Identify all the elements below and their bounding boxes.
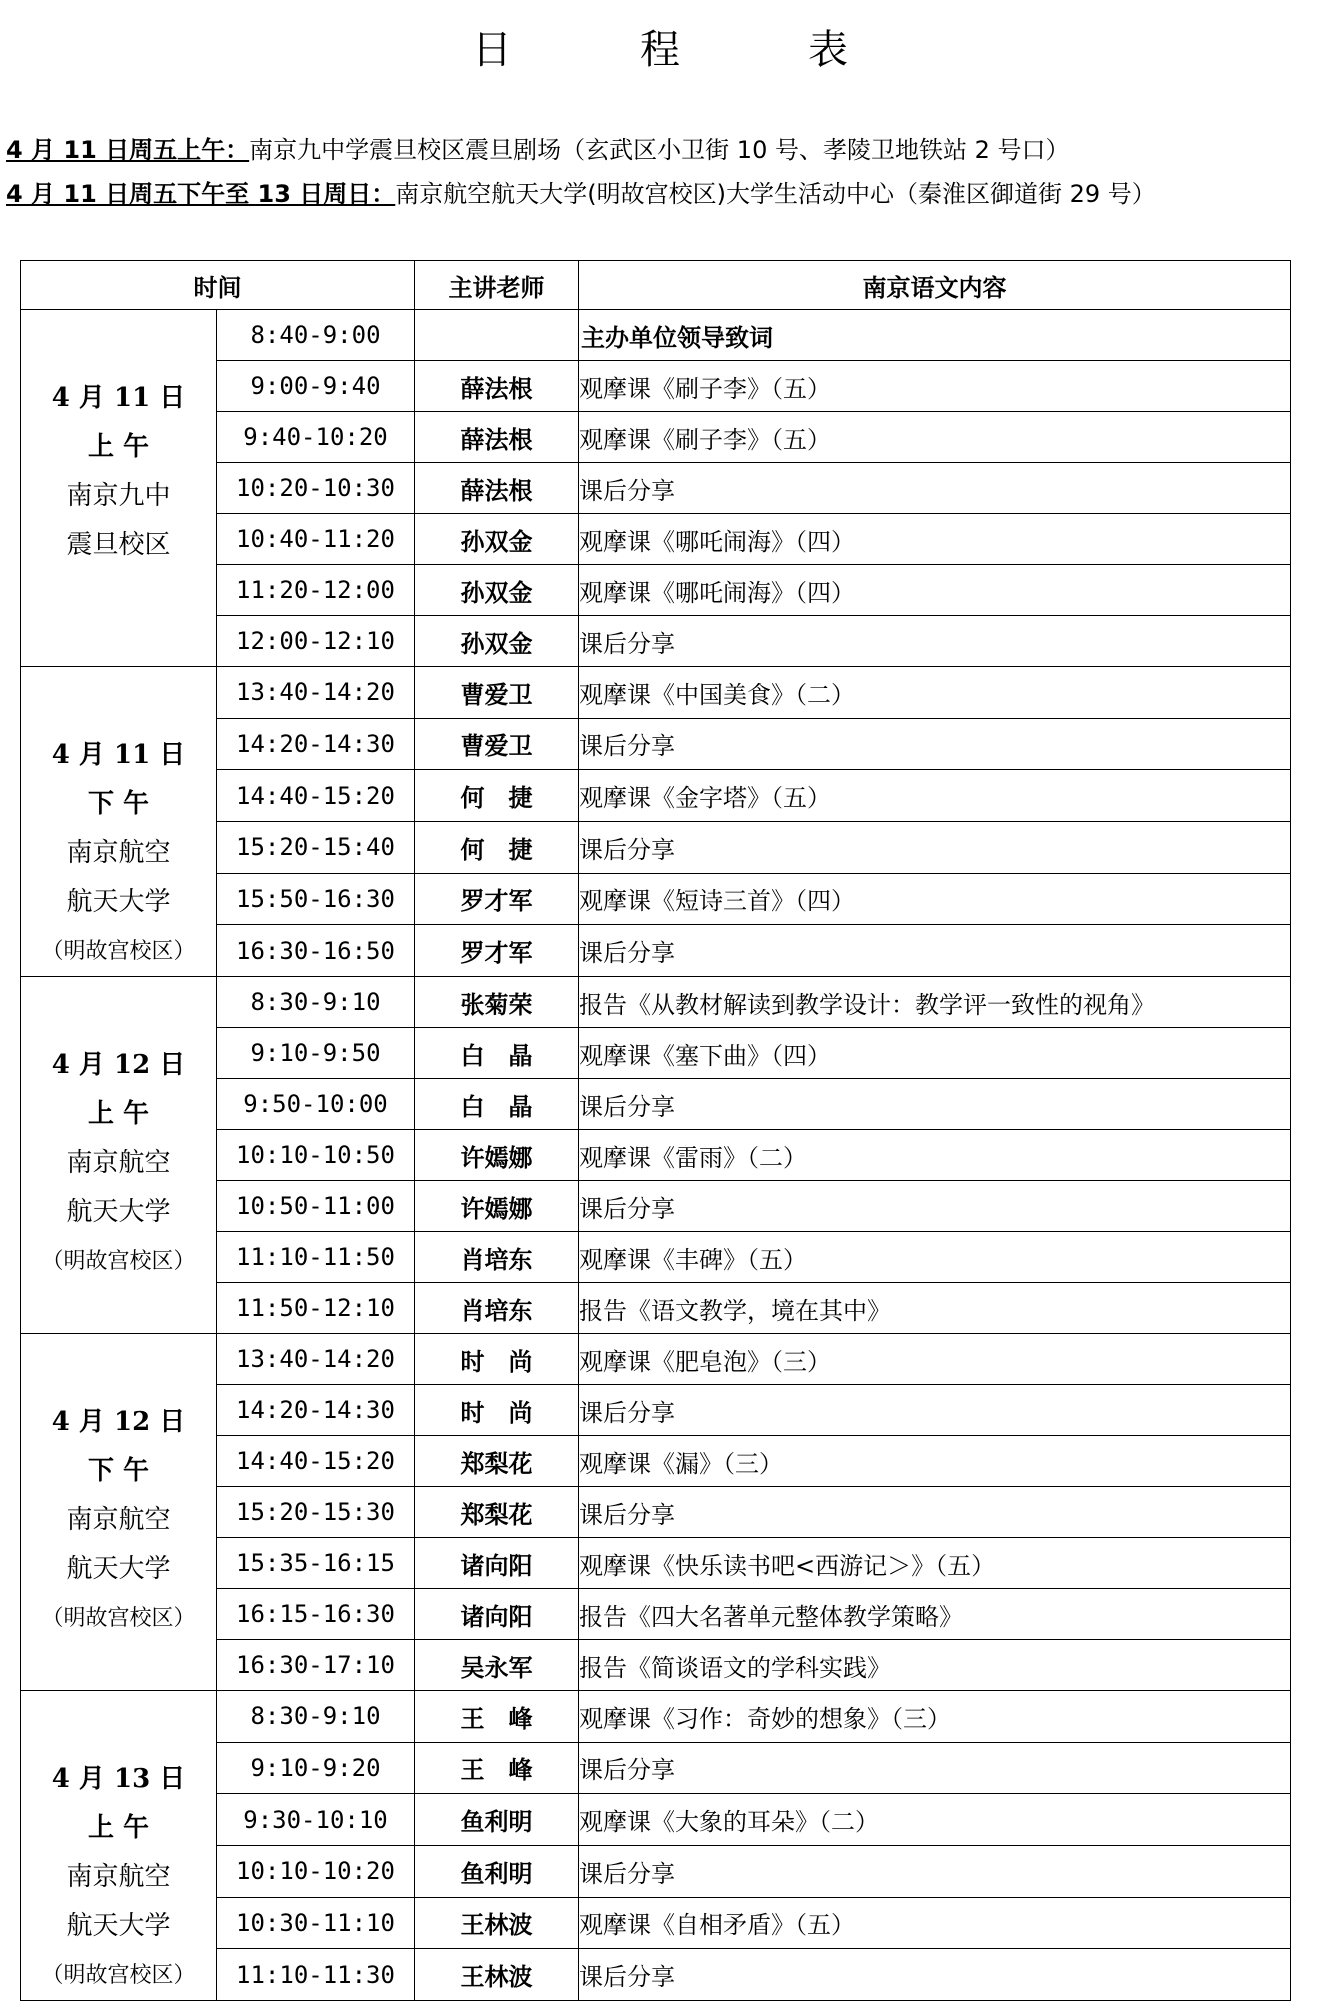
time-cell: 11:10-11:50: [217, 1232, 415, 1283]
table-row: [21, 977, 1291, 1028]
teacher-cell: 白 晶: [415, 1028, 579, 1079]
teacher-cell: 曹爱卫: [415, 667, 579, 719]
teacher-cell: 何 捷: [415, 770, 579, 822]
content-cell: 报告《简谈语文的学科实践》: [579, 1640, 1291, 1691]
teacher-cell: 薛法根: [415, 463, 579, 514]
session-cell: [21, 310, 217, 667]
teacher-cell: 王林波: [415, 1897, 579, 1949]
teacher-cell: 鱼利明: [415, 1794, 579, 1846]
time-cell: 15:50-16:30: [217, 873, 415, 925]
time-cell: 10:40-11:20: [217, 514, 415, 565]
content-cell: 观摩课《漏》（三）: [579, 1436, 1291, 1487]
content-cell: 课后分享: [579, 1487, 1291, 1538]
content-cell: 课后分享: [579, 463, 1291, 514]
teacher-cell: 白 晶: [415, 1079, 579, 1130]
teacher-cell: 罗才军: [415, 925, 579, 977]
session-place: 南京航空: [66, 1862, 171, 1892]
time-cell: 9:40-10:20: [217, 412, 415, 463]
content-cell: 观摩课《短诗三首》（四）: [579, 873, 1291, 925]
content-cell: 主办单位领导致词: [579, 310, 1291, 361]
content-cell: 观摩课《自相矛盾》（五）: [579, 1897, 1291, 1949]
content-cell: 课后分享: [579, 718, 1291, 770]
teacher-cell: 郑梨花: [415, 1487, 579, 1538]
session-place: 航天大学: [66, 887, 171, 917]
time-cell: 10:20-10:30: [217, 463, 415, 514]
teacher-cell: 薛法根: [415, 412, 579, 463]
table-row: [21, 1334, 1291, 1385]
content-cell: 观摩课《丰碑》（五）: [579, 1232, 1291, 1283]
time-cell: 9:00-9:40: [217, 361, 415, 412]
venue-text-2: 南京航空航天大学(明故宫校区)大学生活动中心（秦淮区御道街 29 号）: [395, 180, 1156, 208]
session-half: 下 午: [87, 789, 150, 819]
teacher-cell: 郑梨花: [415, 1436, 579, 1487]
time-cell: 11:20-12:00: [217, 565, 415, 616]
teacher-cell: 时 尚: [415, 1385, 579, 1436]
time-cell: 11:50-12:10: [217, 1283, 415, 1334]
time-cell: 16:30-17:10: [217, 1640, 415, 1691]
content-cell: 课后分享: [579, 1079, 1291, 1130]
time-cell: 14:40-15:20: [217, 1436, 415, 1487]
content-cell: 报告《语文教学，境在其中》: [579, 1283, 1291, 1334]
session-place: 震旦校区: [66, 530, 171, 560]
teacher-cell: 何 捷: [415, 821, 579, 873]
session-cell: [21, 1334, 217, 1691]
content-cell: 观摩课《雷雨》（二）: [579, 1130, 1291, 1181]
session-place: 南京航空: [66, 838, 171, 868]
teacher-cell: 许嫣娜: [415, 1130, 579, 1181]
time-cell: 16:30-16:50: [217, 925, 415, 977]
time-cell: 12:00-12:10: [217, 616, 415, 667]
teacher-cell: 薛法根: [415, 361, 579, 412]
session-half: 上 午: [87, 1099, 150, 1129]
content-cell: 观摩课《塞下曲》（四）: [579, 1028, 1291, 1079]
content-cell: 报告《从教材解读到教学设计：教学评一致性的视角》: [579, 977, 1291, 1028]
teacher-cell: 诸向阳: [415, 1538, 579, 1589]
content-cell: 观摩课《大象的耳朵》（二）: [579, 1794, 1291, 1846]
teacher-cell: 王 峰: [415, 1742, 579, 1794]
table-row: [21, 310, 1291, 361]
time-cell: 14:20-14:30: [217, 718, 415, 770]
time-cell: 9:30-10:10: [217, 1794, 415, 1846]
session-date: 4 月 11 日: [51, 383, 186, 413]
teacher-cell: 王林波: [415, 1949, 579, 2001]
time-cell: 11:10-11:30: [217, 1949, 415, 2001]
content-cell: 报告《四大名著单元整体教学策略》: [579, 1589, 1291, 1640]
content-cell: 课后分享: [579, 1949, 1291, 2001]
header-teacher: 主讲老师: [415, 261, 579, 310]
session-campus: （明故宫校区）: [41, 1606, 196, 1631]
content-cell: 观摩课《中国美食》（二）: [579, 667, 1291, 719]
time-cell: 8:30-9:10: [217, 977, 415, 1028]
content-cell: 观摩课《肥皂泡》（三）: [579, 1334, 1291, 1385]
session-half: 上 午: [87, 1813, 150, 1843]
time-cell: 8:40-9:00: [217, 310, 415, 361]
content-cell: 课后分享: [579, 1845, 1291, 1897]
session-cell: [21, 1691, 217, 2001]
session-campus: （明故宫校区）: [41, 1963, 196, 1988]
venue-line-1: [6, 130, 1070, 165]
time-cell: 10:50-11:00: [217, 1181, 415, 1232]
time-cell: 13:40-14:20: [217, 1334, 415, 1385]
time-cell: 15:35-16:15: [217, 1538, 415, 1589]
session-date: 4 月 12 日: [51, 1407, 186, 1437]
time-cell: 14:20-14:30: [217, 1385, 415, 1436]
teacher-cell: 孙双金: [415, 565, 579, 616]
teacher-cell: 孙双金: [415, 616, 579, 667]
time-cell: 10:10-10:20: [217, 1845, 415, 1897]
table-header-row: [21, 261, 1291, 310]
session-place: 南京九中: [66, 481, 171, 511]
table-row: [21, 1691, 1291, 1743]
teacher-cell: 吴永军: [415, 1640, 579, 1691]
session-cell: [21, 977, 217, 1334]
teacher-cell: 肖培东: [415, 1232, 579, 1283]
teacher-cell: 王 峰: [415, 1691, 579, 1743]
session-cell: [21, 667, 217, 977]
time-cell: 9:10-9:20: [217, 1742, 415, 1794]
session-place: 航天大学: [66, 1554, 171, 1584]
content-cell: 课后分享: [579, 1385, 1291, 1436]
time-cell: 15:20-15:30: [217, 1487, 415, 1538]
teacher-cell: 曹爱卫: [415, 718, 579, 770]
time-cell: 9:10-9:50: [217, 1028, 415, 1079]
time-cell: 14:40-15:20: [217, 770, 415, 822]
session-place: 南京航空: [66, 1505, 171, 1535]
time-cell: 8:30-9:10: [217, 1691, 415, 1743]
schedule-table: [20, 260, 1291, 2001]
time-cell: 13:40-14:20: [217, 667, 415, 719]
content-cell: 观摩课《哪吒闹海》（四）: [579, 565, 1291, 616]
session-half: 上 午: [87, 432, 150, 462]
session-place: 航天大学: [66, 1197, 171, 1227]
venue-label-2: 4 月 11 日周五下午至 13 日周日：: [6, 180, 396, 208]
teacher-cell: 时 尚: [415, 1334, 579, 1385]
session-campus: （明故宫校区）: [41, 1249, 196, 1274]
teacher-cell: [415, 310, 579, 361]
content-cell: 观摩课《刷子李》（五）: [579, 361, 1291, 412]
venue-line-2: [6, 174, 1156, 209]
teacher-cell: 罗才军: [415, 873, 579, 925]
teacher-cell: 孙双金: [415, 514, 579, 565]
teacher-cell: 诸向阳: [415, 1589, 579, 1640]
content-cell: 观摩课《快乐读书吧<西游记＞》（五）: [579, 1538, 1291, 1589]
session-date: 4 月 12 日: [51, 1050, 186, 1080]
header-content: 南京语文内容: [579, 261, 1291, 310]
teacher-cell: 许嫣娜: [415, 1181, 579, 1232]
teacher-cell: 鱼利明: [415, 1845, 579, 1897]
session-half: 下 午: [87, 1456, 150, 1486]
time-cell: 10:10-10:50: [217, 1130, 415, 1181]
content-cell: 课后分享: [579, 1181, 1291, 1232]
teacher-cell: 张菊荣: [415, 977, 579, 1028]
content-cell: 观摩课《金字塔》（五）: [579, 770, 1291, 822]
content-cell: 课后分享: [579, 1742, 1291, 1794]
teacher-cell: 肖培东: [415, 1283, 579, 1334]
venue-label-1: 4 月 11 日周五上午：: [6, 136, 250, 164]
time-cell: 15:20-15:40: [217, 821, 415, 873]
time-cell: 16:15-16:30: [217, 1589, 415, 1640]
content-cell: 观摩课《刷子李》（五）: [579, 412, 1291, 463]
table-row: [21, 667, 1291, 719]
session-place: 南京航空: [66, 1148, 171, 1178]
page-title: 日 程 表: [472, 27, 892, 73]
time-cell: 9:50-10:00: [217, 1079, 415, 1130]
header-time: 时间: [21, 261, 415, 310]
session-date: 4 月 13 日: [51, 1764, 186, 1794]
session-date: 4 月 11 日: [51, 740, 186, 770]
content-cell: 课后分享: [579, 925, 1291, 977]
session-campus: （明故宫校区）: [41, 939, 196, 964]
content-cell: 课后分享: [579, 616, 1291, 667]
content-cell: 观摩课《哪吒闹海》（四）: [579, 514, 1291, 565]
session-place: 航天大学: [66, 1911, 171, 1941]
venue-text-1: 南京九中学震旦校区震旦剧场（玄武区小卫街 10 号、孝陵卫地铁站 2 号口）: [249, 136, 1070, 164]
content-cell: 观摩课《习作：奇妙的想象》（三）: [579, 1691, 1291, 1743]
time-cell: 10:30-11:10: [217, 1897, 415, 1949]
content-cell: 课后分享: [579, 821, 1291, 873]
